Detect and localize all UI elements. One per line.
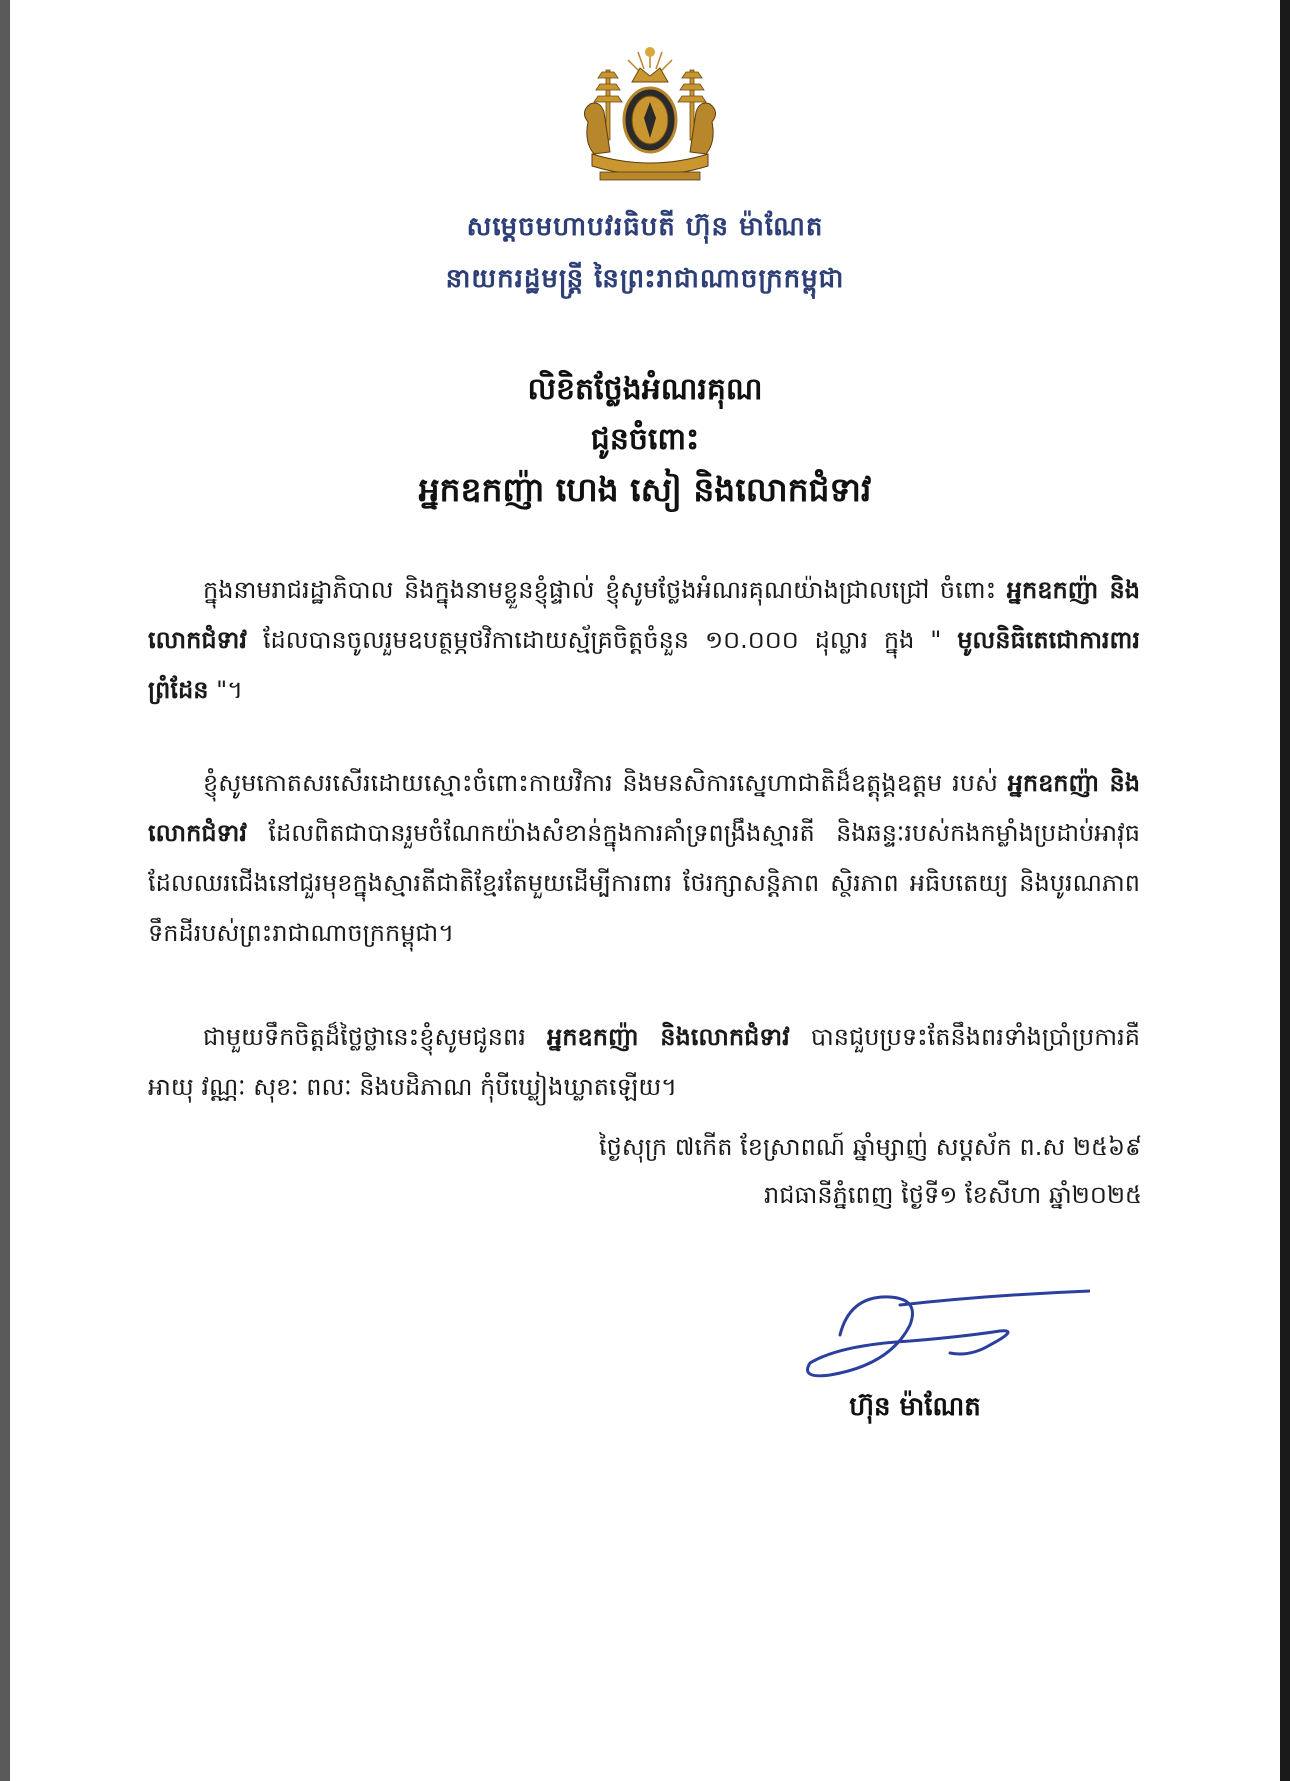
royal-coat-of-arms-icon <box>570 42 730 192</box>
lunar-date: ថ្ងៃសុក្រ ៧កើត ខែស្រាពណ៍ ឆ្នាំម្សាញ់ សប្តស័ក ព.ស ២៥៦៩ <box>598 1133 1142 1161</box>
letter-addressee: អ្នកឧកញ៉ា ហេង សៀ និងលោកជំទាវ <box>418 470 872 509</box>
viewer-edge <box>1280 0 1290 1781</box>
place-and-date: រាជធានីភ្នំពេញ ថ្ងៃទី១ ខែសីហា ឆ្នាំ២០២៥ <box>764 1181 1142 1209</box>
letter-page <box>10 0 1280 1781</box>
paragraph-1: ក្នុងនាមរាជរដ្ឋាភិបាល និងក្នុងនាមខ្លួនខ្ញុំផ្ទាល់ ខ្ញុំសូមថ្លែងអំណរគុណយ៉ាងជ្រាលជ្រៅ ចំពោះ អ្នកឧកញ៉ា និងលោកជំទាវ ដែលបានចូលរួមឧបត្ថម្ភថវិកាដោយស្ម័គ្រចិត្តចំនួន ១០.០០០ ដុល្លារ ក្នុង " មូលនិធិតេជោការពារព្រំដែន "។ <box>148 576 1141 704</box>
signature-icon <box>790 1275 1090 1395</box>
official-title-line-2: នាយករដ្ឋមន្ត្រី នៃព្រះរាជាណាចក្រកម្ពុជា <box>445 264 845 294</box>
letter-title: លិខិតថ្លែងអំណរគុណ <box>527 372 763 407</box>
paragraph-3: ជាមួយទឹកចិត្តដ៏ថ្លៃថ្លានេះខ្ញុំសូមជូនពរ អ្នកឧកញ៉ា និងលោកជំទាវ បានជួបប្រទះតែនឹងពរទាំងប្រាំប្រការគឺ អាយុ វណ្ណៈ សុខៈ ពលៈ និងបដិភាណ កុំបីឃ្លៀងឃ្លាតឡើយ។ <box>148 1023 1140 1101</box>
paragraph-2: ខ្ញុំសូមកោតសរសើរដោយស្មោះចំពោះកាយវិការ និងមនសិការស្នេហាជាតិដ៏ឧត្តុង្គឧត្តម របស់ អ្នកឧកញ៉ា និងលោកជំទាវ ដែលពិតជាបានរួមចំណែកយ៉ាងសំខាន់ក្នុងការគាំទ្រពង្រឹងស្មារតី និងឆន្ទៈរបស់កងកម្លាំងប្រដាប់អាវុធដែលឈរជើងនៅជួរមុខក្នុងស្មារតីជាតិខ្មែរតែមួយដើម្បីការពារ ថែរក្សាសន្តិភាព ស្ថិរភាព អធិបតេយ្យ និងបូរណភាពទឹកដីរបស់ព្រះរាជាណាចក្រកម្ពុជា។ <box>148 769 1140 947</box>
official-title-line-1: សម្ដេចមហាបវរធិបតី ហ៊ុន ម៉ាណែត <box>466 212 824 242</box>
signatory-name: ហ៊ុន ម៉ាណែត <box>849 1392 981 1422</box>
letter-addressee-label: ជូនចំពោះ <box>590 422 700 457</box>
